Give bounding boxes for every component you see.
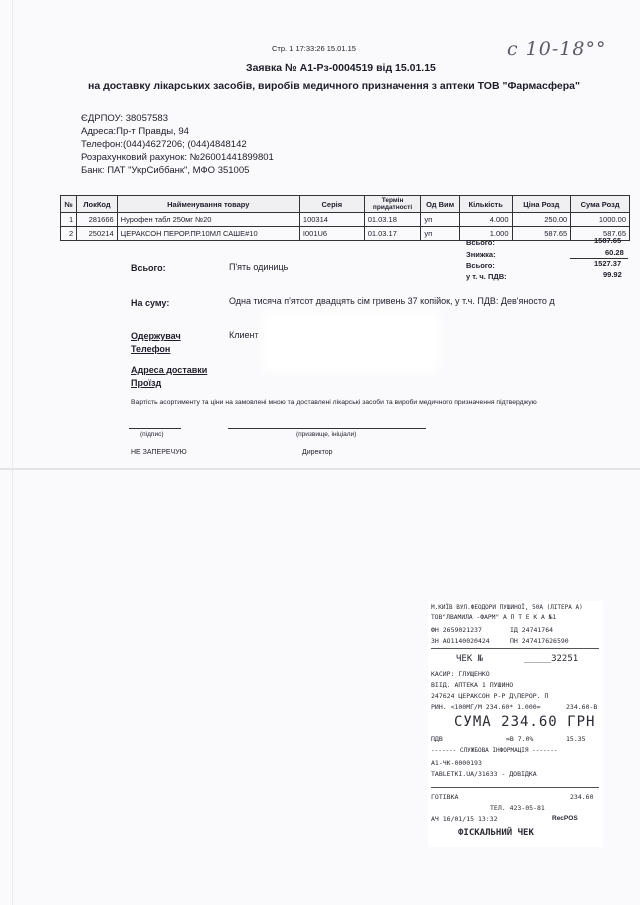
table-cell: 1.000 [459, 227, 512, 241]
receipt-pn: ПН 247417626590 [510, 637, 569, 645]
no-objection-text: НЕ ЗАПЕРЕЧУЮ [131, 449, 187, 456]
column-header: ЛокКод [77, 196, 117, 213]
count-value: П'ять одиниць [229, 262, 289, 272]
receipt-sum: СУМА 234.60 ГРН [454, 714, 596, 730]
vat-label: у т. ч. ПДВ: [466, 272, 507, 281]
table-cell: 100314 [299, 213, 364, 227]
signature-caption: (підпис) [140, 431, 164, 438]
total-value: 1587.65 [594, 236, 622, 245]
name-caption: (призвище, ініціали) [296, 431, 357, 438]
receipt-phone: ТЕЛ. 423-05-81 [490, 804, 545, 812]
receipt-check-number: _____32251 [524, 654, 579, 664]
receipt-datetime: АЧ 16/01/15 13:32 [431, 815, 498, 823]
grand-total-value: 1527.37 [594, 259, 622, 268]
vat-value: 99.92 [603, 270, 622, 279]
receipt-address: М.КИЇВ ВУЛ.ФЕОДОРИ ПУШИНОЇ, 50А (ЛІТЕРА А) [431, 604, 583, 611]
receipt-vat-value: 15.35 [566, 735, 586, 743]
column-header: № [61, 196, 77, 213]
discount-label: Знижка: [466, 250, 496, 259]
receipt-service-info: ------- СЛУЖБОВА ІНФОРМАЦІЯ ------- [431, 747, 558, 754]
confirmation-text: Вартість асортименту та ціни на замовлені мною та доставлені лікарські засоби та вироби медичного призначення підтверджую [131, 399, 537, 406]
table-cell: 2 [61, 227, 77, 241]
receipt-zn: ЗН АО1140020424 [431, 637, 490, 645]
table-cell: 587.65 [512, 227, 571, 241]
grand-total-label: Всього: [466, 261, 495, 270]
column-header: Сума Розд [571, 196, 630, 213]
table-cell: уп [421, 227, 459, 241]
receipt-cashier: КАСИР: ГЛУЩЕНКО [431, 670, 490, 678]
receipt-divider [431, 648, 599, 649]
phone-label: Телефон [131, 344, 171, 354]
table-cell: 4.000 [459, 213, 512, 227]
company-phone: Телефон:(044)4627206; (044)4848142 [81, 139, 247, 150]
page-edge [12, 0, 13, 905]
total-label: Всього: [466, 238, 495, 247]
signature-line [129, 428, 181, 429]
discount-value: 60.28 [605, 248, 624, 257]
column-header: Найменування товару [117, 196, 299, 213]
table-cell: 01.03.18 [364, 213, 421, 227]
fiscal-receipt [428, 601, 603, 847]
table-cell: 1 [61, 213, 77, 227]
receipt-item: 247624 ЦЕРАКСОН Р-Р Д\ПЕРОР. П [431, 692, 549, 700]
table-header-row [61, 196, 630, 213]
receipt-fiscal-title: ФІСКАЛЬНИЙ ЧЕК [458, 828, 534, 838]
handwritten-note: с 10-18°° [507, 38, 607, 60]
recipient-label: Одержувач [131, 331, 181, 341]
goods-table [60, 195, 630, 241]
receipt-brand-logo: ReсPOS [552, 815, 578, 822]
receipt-fn: ФН 2659021237 [431, 626, 482, 634]
table-row [61, 213, 630, 227]
document-subtitle: на доставку лікарських засобів, виробів медичного призначення з аптеки ТОВ "Фармасфера" [88, 80, 580, 92]
table-cell: уп [421, 213, 459, 227]
receipt-item-price: РИН. <100МГ/М 234.60* 1.000= [431, 703, 541, 711]
director-label: Директор [302, 449, 333, 456]
receipt-vat-rate: =В 7.0% [506, 735, 534, 743]
receipt-item-total: 234.60-В [566, 703, 598, 711]
receipt-cash-label: ГОТІВКА [431, 793, 459, 801]
count-label: Всього: [131, 263, 166, 273]
fold-line [0, 468, 640, 470]
receipt-cash-value: 234.60 [570, 793, 594, 801]
company-account: Розрахунковий рахунок: №26001441899801 [81, 152, 274, 163]
receipt-id: ІД 24741764 [510, 626, 554, 634]
document-title: Заявка № А1-Рз-0004519 від 15.01.15 [246, 62, 436, 74]
table-cell: 250214 [77, 227, 117, 241]
name-line [228, 428, 426, 429]
redacted-area [268, 318, 433, 366]
delivery-address-label: Адреса доставки [131, 365, 208, 375]
page-info: Стр. 1 17:33:26 15.01.15 [272, 44, 356, 53]
receipt-order: А1-ЧК-0000193 [431, 759, 482, 767]
table-cell: I001U6 [299, 227, 364, 241]
column-header: Од Вим [421, 196, 459, 213]
column-header: Серія [299, 196, 364, 213]
passage-label: Проїзд [131, 378, 162, 388]
company-address: Адреса:Пр-т Правды, 94 [81, 126, 189, 137]
table-cell: 01.03.17 [364, 227, 421, 241]
column-header: Ціна Розд [512, 196, 571, 213]
column-header: Термін придатності [364, 196, 421, 213]
company-bank: Банк: ПАТ "УкрСиббанк", МФО 351005 [81, 165, 250, 176]
table-cell: ЦЕРАКСОН ПЕРОР.ПР.10МЛ САШЕ#10 [117, 227, 299, 241]
table-cell: Нурофен табл 250мг №20 [117, 213, 299, 227]
table-cell: 281666 [77, 213, 117, 227]
company-edrpou: ЄДРПОУ: 38057583 [81, 113, 168, 124]
column-header: Кількість [459, 196, 512, 213]
table-cell: 587.65 [571, 227, 630, 241]
table-row [61, 227, 630, 241]
recipient-value: Клиент [229, 330, 259, 340]
receipt-store: ТОВ"ЛВАМИЛА -ФАРМ" А П Т Е К А №1 [431, 614, 557, 621]
receipt-check-label: ЧЕК № [456, 654, 484, 664]
receipt-vat-label: ПДВ [431, 735, 443, 743]
sum-label: На суму: [131, 298, 170, 308]
receipt-department: ВІІД. АПТЕКА 1 ПУШИНО [431, 681, 514, 689]
receipt-divider [431, 787, 599, 788]
receipt-site: TABLETKI.UA/31633 - ДОВІДКА [431, 770, 537, 778]
table-cell: 250.00 [512, 213, 571, 227]
sum-in-words: Одна тисяча п'ятсот двадцять сім гривень 37 копійок, у т.ч. ПДВ: Дев'яносто д [229, 296, 555, 306]
table-cell: 1000.00 [571, 213, 630, 227]
